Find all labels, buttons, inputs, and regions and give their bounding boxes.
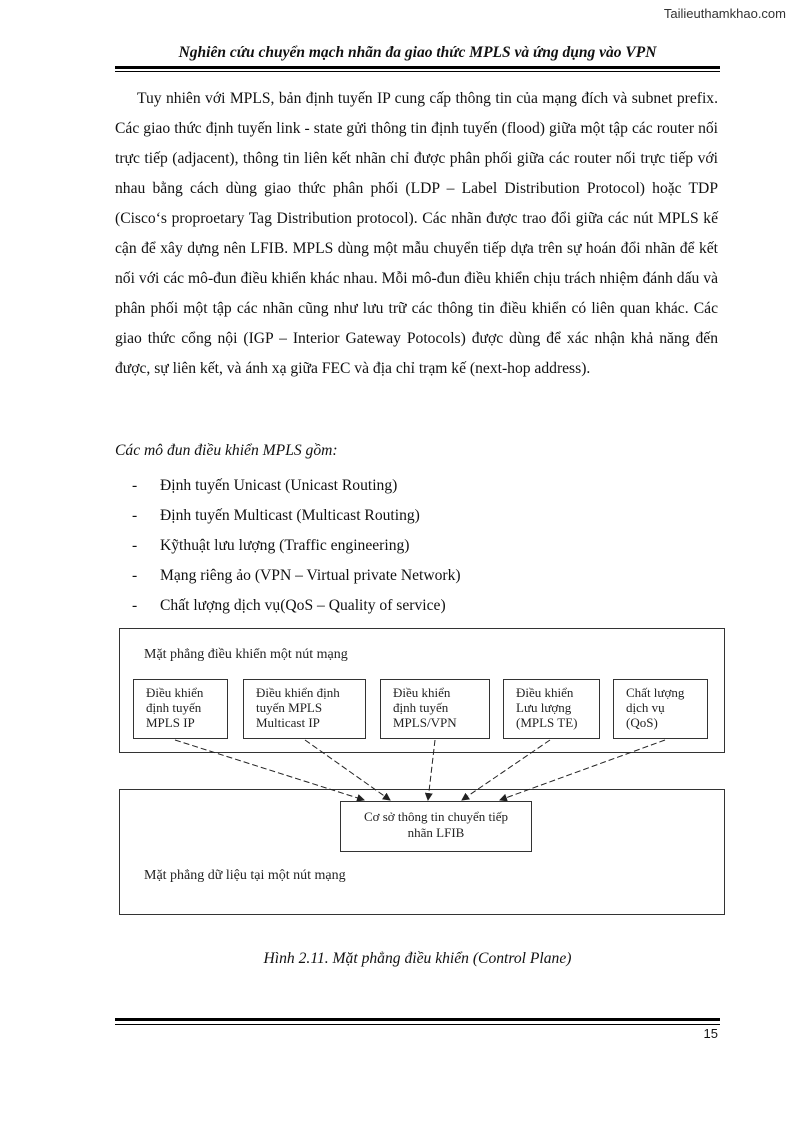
list-dash: - — [132, 507, 138, 524]
module-line: Multicast IP — [256, 715, 320, 730]
list-item-text: Kỹthuật lưu lượng (Traffic engineering) — [160, 537, 410, 554]
list-dash: - — [132, 537, 138, 554]
lfib-line: nhãn LFIB — [407, 825, 465, 840]
arrow-line — [305, 740, 390, 800]
module-line: Lưu lượng — [516, 700, 572, 715]
data-plane-label: Mặt phẳng dữ liệu tại một nút mạng — [144, 868, 346, 883]
lfib-line: Cơ sở thông tin chuyển tiếp — [363, 809, 509, 824]
list-item-text: Chất lượng dịch vụ(QoS – Quality of service) — [160, 597, 446, 614]
module-line: định tuyến — [393, 700, 449, 715]
list-dash: - — [132, 477, 138, 494]
list-item-text: Định tuyến Unicast (Unicast Routing) — [160, 477, 398, 494]
arrow-line — [500, 740, 665, 800]
arrow-line — [175, 740, 364, 800]
footer-rule-thin — [115, 1024, 720, 1025]
module-line: định tuyến — [146, 700, 202, 715]
module-line: tuyến MPLS — [256, 700, 323, 715]
control-plane-label: Mặt phẳng điều khiển một nút mạng — [144, 647, 348, 662]
list-item-text: Mạng riêng ảo (VPN – Virtual private Network) — [160, 567, 461, 584]
module-line: Điều khiển định — [256, 685, 340, 700]
arrow-line — [462, 740, 550, 800]
module-line: Điều khiển — [393, 685, 451, 700]
list-dash: - — [132, 567, 138, 584]
arrow-line — [428, 740, 435, 800]
figure-caption: Hình 2.11. Mặt phẳng điều khiển (Control Plane) — [263, 950, 572, 967]
module-line: MPLS/VPN — [393, 715, 457, 730]
module-line: Điều khiển — [516, 685, 574, 700]
module-line: (QoS) — [626, 715, 658, 730]
page-number: 15 — [703, 1026, 718, 1041]
module-line: Điều khiển — [146, 685, 204, 700]
running-header: Nghiên cứu chuyển mạch nhãn đa giao thức MPLS và ứng dụng vào VPN — [178, 44, 657, 61]
modules-title: Các mô đun điều khiển MPLS gồm: — [115, 442, 338, 459]
lfib-box — [340, 801, 532, 852]
module-line: (MPLS TE) — [516, 715, 578, 730]
list-item-text: Định tuyến Multicast (Multicast Routing) — [160, 507, 420, 524]
footer-rule — [115, 1018, 720, 1021]
watermark: Tailieuthamkhao.com — [663, 6, 786, 21]
module-line: dịch vụ — [626, 700, 665, 715]
module-line: Chất lượng — [626, 685, 685, 700]
list-dash: - — [132, 597, 138, 614]
module-line: MPLS IP — [146, 715, 195, 730]
paragraph: Tuy nhiên với MPLS, bản định tuyến IP cung cấp thông tin của mạng đích và subnet prefix. Các giao thức định tuyến link - state gửi thông tin định tuyến (flood) giữa một tập các router nối trực tiếp (adjacent), thông tin liên kết nhãn chỉ được phân phối giữa các router nối trực tiếp với nhau bằng cách dùng giao thức phân phối (LDP – Label Distribution Protocol) hoặc TDP (Cisco‘s proproetary Tag Distribution protocol). Các nhãn được trao đổi giữa các nút MPLS kế cận để xây dựng nên LFIB. MPLS dùng một mẫu chuyển tiếp dựa trên sự hoán đổi nhãn để kết nối với các mô-đun điều khiển khác nhau. Mỗi mô-đun điều khiển chịu trách nhiệm đánh dấu và phân phối một tập các nhãn cũng như lưu trữ các thông tin điều khiển có liên quan khác. Các giao thức cổng nội (IGP – Interior Gateway Potocols) được dùng để xác nhận khả năng đến được, sự liên kết, và ánh xạ giữa FEC và địa chỉ trạm kế (next-hop address). — [115, 90, 718, 377]
